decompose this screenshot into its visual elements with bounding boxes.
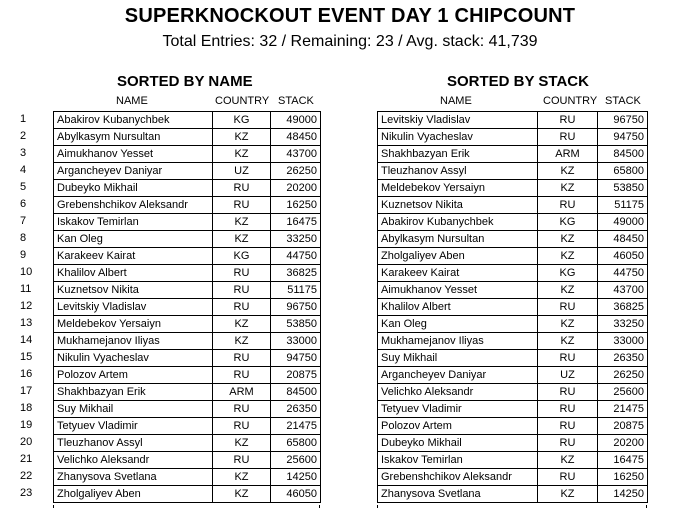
cell-name: Nikulin Vyacheslav [378, 129, 538, 146]
cell-country: KZ [213, 316, 271, 333]
table-row [54, 197, 321, 214]
rank-column [20, 111, 40, 502]
cell-name: Karakeev Kairat [54, 248, 213, 265]
table-row [54, 265, 321, 282]
cell-stack: 48450 [598, 231, 648, 248]
cell-country: KG [213, 248, 271, 265]
table-row [54, 231, 321, 248]
cell-name: Abylkasym Nursultan [378, 231, 538, 248]
cell-name: Polozov Artem [54, 367, 213, 384]
rank-number: 22 [20, 470, 33, 482]
table-row [54, 214, 321, 231]
cell-country: KZ [213, 435, 271, 452]
cell-country: KZ [538, 486, 598, 503]
table-row [54, 163, 321, 180]
rank-number: 7 [20, 215, 27, 227]
rank-number: 14 [20, 334, 33, 346]
cell-name: Abakirov Kubanychbek [378, 214, 538, 231]
table-row [378, 469, 648, 486]
cell-stack: 43700 [598, 282, 648, 299]
table-row [378, 435, 648, 452]
cell-country: KZ [213, 231, 271, 248]
cell-stack: 36825 [271, 265, 321, 282]
rank-number: 11 [20, 283, 32, 295]
cell-stack: 49000 [271, 112, 321, 129]
cell-country: KZ [538, 231, 598, 248]
by-name-column-headers [54, 95, 314, 109]
cell-country: KZ [213, 333, 271, 350]
cell-name: Polozov Artem [378, 418, 538, 435]
table-row [378, 384, 648, 401]
table-row [378, 401, 648, 418]
cell-country: KZ [213, 129, 271, 146]
cell-stack: 84500 [598, 146, 648, 163]
cell-name: Zhanysova Svetlana [378, 486, 538, 503]
cell-stack: 21475 [271, 418, 321, 435]
rank-number: 9 [20, 249, 27, 261]
cell-stack: 51175 [598, 197, 648, 214]
cell-name: Velichko Aleksandr [378, 384, 538, 401]
cell-stack: 65800 [598, 163, 648, 180]
table-row [378, 214, 648, 231]
cell-country: KZ [538, 163, 598, 180]
cell-stack: 33250 [271, 231, 321, 248]
table-row [54, 316, 321, 333]
cell-stack: 48450 [271, 129, 321, 146]
rank-number: 15 [20, 351, 33, 363]
table-row [378, 146, 648, 163]
column-header-stack: STACK [278, 95, 314, 107]
rank-number: 1 [20, 113, 27, 125]
cell-country: UZ [538, 367, 598, 384]
cell-country: RU [213, 265, 271, 282]
cell-stack: 36825 [598, 299, 648, 316]
rank-number: 13 [20, 317, 33, 329]
rank-number: 2 [20, 130, 27, 142]
cell-stack: 51175 [271, 282, 321, 299]
rank-number: 16 [20, 368, 33, 380]
cell-stack: 16475 [598, 452, 648, 469]
cell-stack: 25600 [598, 384, 648, 401]
cell-name: Velichko Aleksandr [54, 452, 213, 469]
cell-name: Meldebekov Yersaiyn [54, 316, 213, 333]
cell-stack: 16475 [271, 214, 321, 231]
page-title: SUPERKNOCKOUT EVENT DAY 1 CHIPCOUNT [124, 5, 576, 27]
cell-country: UZ [213, 163, 271, 180]
cell-country: RU [213, 418, 271, 435]
cell-name: Suy Mikhail [378, 350, 538, 367]
cell-country: ARM [213, 384, 271, 401]
cell-stack: 16250 [598, 469, 648, 486]
cell-name: Kuznetsov Nikita [378, 197, 538, 214]
rank-number: 12 [20, 300, 33, 312]
cell-name: Levitskiy Vladislav [378, 112, 538, 129]
cell-name: Dubeyko Mikhail [378, 435, 538, 452]
cell-name: Levitskiy Vladislav [54, 299, 213, 316]
table-row [378, 452, 648, 469]
cell-stack: 44750 [271, 248, 321, 265]
cell-country: RU [213, 197, 271, 214]
table-row [54, 146, 321, 163]
cell-name: Tleuzhanov Assyl [378, 163, 538, 180]
column-header-name: NAME [440, 95, 472, 107]
table-row [378, 367, 648, 384]
rank-number: 5 [20, 181, 27, 193]
cell-name: Suy Mikhail [54, 401, 213, 418]
table-row [378, 418, 648, 435]
column-header-stack: STACK [605, 95, 641, 107]
rank-number: 19 [20, 419, 33, 431]
table-row [378, 299, 648, 316]
table-row [378, 333, 648, 350]
table-row [54, 333, 321, 350]
cell-stack: 20200 [598, 435, 648, 452]
rank-number: 3 [20, 147, 27, 159]
column-header-country: COUNTRY [215, 95, 270, 107]
cell-name: Iskakov Temirlan [378, 452, 538, 469]
rank-number: 21 [20, 453, 33, 465]
cell-name: Shakhbazyan Erik [54, 384, 213, 401]
cell-stack: 33000 [271, 333, 321, 350]
cell-country: KZ [213, 214, 271, 231]
table-sorted-by-stack [377, 111, 648, 503]
table-row [54, 418, 321, 435]
cell-name: Nikulin Vyacheslav [54, 350, 213, 367]
table-row [378, 248, 648, 265]
cell-name: Tetyuev Vladimir [54, 418, 213, 435]
cell-name: Iskakov Temirlan [54, 214, 213, 231]
rank-number: 6 [20, 198, 27, 210]
cell-country: RU [538, 401, 598, 418]
cell-name: Khalilov Albert [378, 299, 538, 316]
table-row [378, 129, 648, 146]
table-row [378, 163, 648, 180]
table-row [378, 231, 648, 248]
cell-country: RU [538, 129, 598, 146]
table-row [54, 435, 321, 452]
cell-country: RU [538, 384, 598, 401]
cell-name: Meldebekov Yersaiyn [378, 180, 538, 197]
cell-name: Zholgaliyev Aben [54, 486, 213, 503]
cell-name: Grebenshchikov Aleksandr [54, 197, 213, 214]
cell-stack: 53850 [271, 316, 321, 333]
table-row [378, 316, 648, 333]
cell-stack: 26350 [598, 350, 648, 367]
table-edge-left [53, 505, 320, 508]
cell-stack: 26250 [271, 163, 321, 180]
cell-name: Tleuzhanov Assyl [54, 435, 213, 452]
cell-name: Aimukhanov Yesset [378, 282, 538, 299]
table-row [54, 299, 321, 316]
cell-country: RU [213, 367, 271, 384]
cell-name: Grebenshchikov Aleksandr [378, 469, 538, 486]
cell-country: KZ [538, 452, 598, 469]
cell-stack: 44750 [598, 265, 648, 282]
cell-stack: 26250 [598, 367, 648, 384]
cell-country: RU [538, 435, 598, 452]
cell-stack: 84500 [271, 384, 321, 401]
column-header-country: COUNTRY [543, 95, 598, 107]
cell-stack: 16250 [271, 197, 321, 214]
cell-name: Kan Oleg [54, 231, 213, 248]
rank-number: 18 [20, 402, 33, 414]
by-stack-column-headers [378, 95, 648, 109]
table-sorted-by-name [53, 111, 321, 503]
table-row [378, 265, 648, 282]
rank-number: 20 [20, 436, 33, 448]
cell-name: Kuznetsov Nikita [54, 282, 213, 299]
cell-country: KG [538, 265, 598, 282]
cell-country: RU [538, 418, 598, 435]
cell-name: Kan Oleg [378, 316, 538, 333]
cell-name: Abylkasym Nursultan [54, 129, 213, 146]
cell-country: KZ [538, 282, 598, 299]
cell-name: Dubeyko Mikhail [54, 180, 213, 197]
table-row [54, 367, 321, 384]
cell-name: Aimukhanov Yesset [54, 146, 213, 163]
cell-stack: 65800 [271, 435, 321, 452]
rank-number: 8 [20, 232, 27, 244]
cell-country: KZ [538, 333, 598, 350]
cell-country: RU [213, 452, 271, 469]
cell-name: Karakeev Kairat [378, 265, 538, 282]
by-stack-heading: SORTED BY STACK [447, 73, 589, 90]
table-row [54, 248, 321, 265]
table-row [378, 180, 648, 197]
table-row [54, 180, 321, 197]
cell-country: RU [538, 299, 598, 316]
cell-name: Mukhamejanov Iliyas [378, 333, 538, 350]
table-row [54, 350, 321, 367]
cell-stack: 43700 [271, 146, 321, 163]
cell-stack: 96750 [271, 299, 321, 316]
cell-stack: 94750 [271, 350, 321, 367]
table-row [54, 452, 321, 469]
table-row [378, 112, 648, 129]
cell-stack: 96750 [598, 112, 648, 129]
cell-country: RU [213, 282, 271, 299]
cell-stack: 46050 [598, 248, 648, 265]
cell-name: Tetyuev Vladimir [378, 401, 538, 418]
cell-name: Argancheyev Daniyar [378, 367, 538, 384]
table-row [54, 112, 321, 129]
by-name-heading: SORTED BY NAME [117, 73, 253, 90]
cell-name: Abakirov Kubanychbek [54, 112, 213, 129]
cell-country: KG [213, 112, 271, 129]
table-row [378, 350, 648, 367]
cell-stack: 21475 [598, 401, 648, 418]
cell-country: RU [213, 401, 271, 418]
cell-stack: 33000 [598, 333, 648, 350]
rank-number: 4 [20, 164, 27, 176]
cell-country: RU [538, 197, 598, 214]
rank-number: 10 [20, 266, 33, 278]
cell-stack: 26350 [271, 401, 321, 418]
table-row [378, 282, 648, 299]
table-row [54, 401, 321, 418]
cell-name: Zholgaliyev Aben [378, 248, 538, 265]
cell-name: Mukhamejanov Iliyas [54, 333, 213, 350]
table-row [54, 384, 321, 401]
cell-country: RU [213, 180, 271, 197]
table-row [54, 282, 321, 299]
cell-country: RU [213, 350, 271, 367]
cell-name: Shakhbazyan Erik [378, 146, 538, 163]
table-row [54, 129, 321, 146]
cell-country: KZ [538, 248, 598, 265]
cell-stack: 14250 [598, 486, 648, 503]
page-subtitle: Total Entries: 32 / Remaining: 23 / Avg. stack: 41,739 [162, 33, 538, 50]
cell-name: Zhanysova Svetlana [54, 469, 213, 486]
cell-stack: 20875 [271, 367, 321, 384]
cell-name: Argancheyev Daniyar [54, 163, 213, 180]
rank-number: 23 [20, 487, 33, 499]
cell-country: KZ [213, 469, 271, 486]
cell-country: RU [538, 112, 598, 129]
column-header-name: NAME [116, 95, 148, 107]
cell-stack: 46050 [271, 486, 321, 503]
cell-stack: 49000 [598, 214, 648, 231]
cell-country: KG [538, 214, 598, 231]
cell-stack: 33250 [598, 316, 648, 333]
cell-country: ARM [538, 146, 598, 163]
cell-stack: 25600 [271, 452, 321, 469]
table-row [54, 486, 321, 503]
cell-stack: 14250 [271, 469, 321, 486]
cell-stack: 20200 [271, 180, 321, 197]
cell-country: RU [538, 469, 598, 486]
cell-country: KZ [213, 486, 271, 503]
table-edge-right [377, 505, 647, 508]
cell-country: KZ [213, 146, 271, 163]
cell-country: RU [213, 299, 271, 316]
cell-country: RU [538, 350, 598, 367]
cell-name: Khalilov Albert [54, 265, 213, 282]
table-row [54, 469, 321, 486]
table-row [378, 197, 648, 214]
cell-stack: 53850 [598, 180, 648, 197]
table-row [378, 486, 648, 503]
cell-stack: 20875 [598, 418, 648, 435]
cell-country: KZ [538, 180, 598, 197]
cell-country: KZ [538, 316, 598, 333]
cell-stack: 94750 [598, 129, 648, 146]
rank-number: 17 [20, 385, 33, 397]
